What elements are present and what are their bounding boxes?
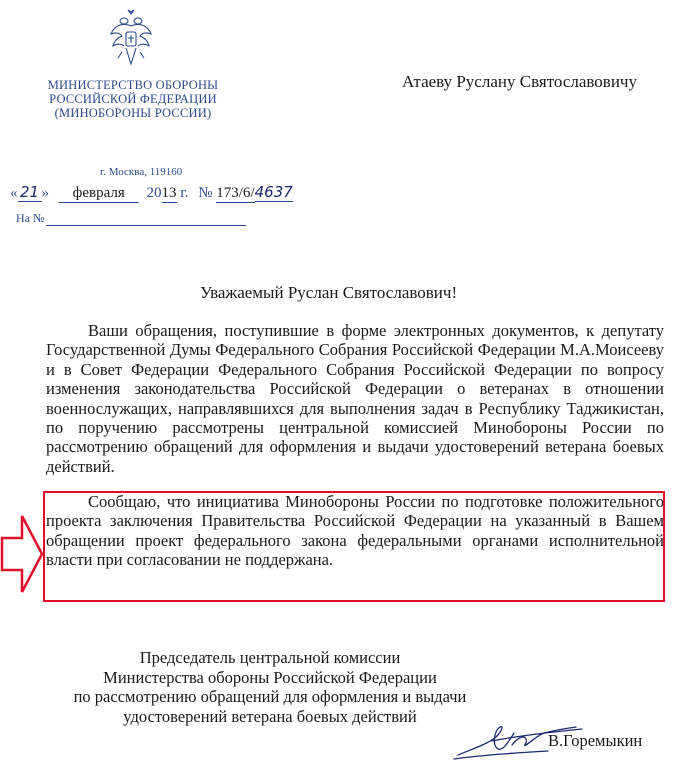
body-paragraph-1: Ваши обращения, поступившие в форме электронных документов, к депутату Государственной Думы Федерального Собрания Российской Федерации М.А.Моисееву и в Совет Федерации Федерального Собрания Российской Федерации по вопросу изменения законодательства Российской Федерации о ветеранах в отношении военнослужащих, направлявшихся для выполнения задач в Республику Таджикистан, по поручению рассмотрены центральной комиссией Минобороны России по рассмотрению обращений для оформления и выдачи удостоверений ветерана боевых действий. <box>46 321 664 476</box>
date-open-quote: « <box>10 185 18 201</box>
number-sign: № <box>198 185 213 201</box>
reference-number <box>16 211 246 226</box>
number-handwritten: 4637 <box>254 183 293 201</box>
coat-of-arms-emblem <box>108 8 154 68</box>
ministry-name <box>30 78 236 120</box>
highlight-box <box>43 491 665 602</box>
date-and-number <box>10 183 293 203</box>
signature-title-line: удостоверений ветерана боевых действий <box>123 706 417 726</box>
reference-line <box>46 213 246 226</box>
greeting: Уважаемый Руслан Святославович! <box>200 283 458 302</box>
ministry-line: (МИНОБОРОНЫ РОССИИ) <box>54 106 212 120</box>
number-printed: 173/6/ <box>216 185 255 201</box>
signature-title-line: Председатель центральной комиссии <box>139 648 401 667</box>
date-close-quote: » <box>41 185 49 201</box>
signature-title-line: по рассмотрению обращений для оформления и выдачи <box>73 687 467 707</box>
ministry-line: РОССИЙСКОЙ ФЕДЕРАЦИИ <box>49 92 217 106</box>
signer-name: В.Горемыкин <box>548 731 643 750</box>
date-year-suffix: 13 <box>161 185 177 201</box>
arrow-right-icon <box>0 512 44 596</box>
recipient: Атаеву Руслану Святославовичу <box>402 72 637 91</box>
date-year-prefix: 20 <box>146 185 162 201</box>
date-day: 21 <box>18 183 42 202</box>
body-paragraph-2: Сообщаю, что инициатива Минобороны России по подготовке положительного проекта заключения Правительства Российской Федерации на указанный в Вашем обращении проект федерального закона федеральными органами исполнительной власти при согласовании не поддержана. <box>46 492 664 570</box>
date-year-unit: г. <box>180 185 189 201</box>
ministry-line: МИНИСТЕРСТВО ОБОРОНЫ <box>47 78 219 92</box>
city-address: г. Москва, 119160 <box>100 166 183 178</box>
on-number-label: На № <box>16 211 45 225</box>
date-month: февраля <box>59 185 139 203</box>
signature-title-line: Министерства обороны Российской Федерации <box>103 667 437 687</box>
